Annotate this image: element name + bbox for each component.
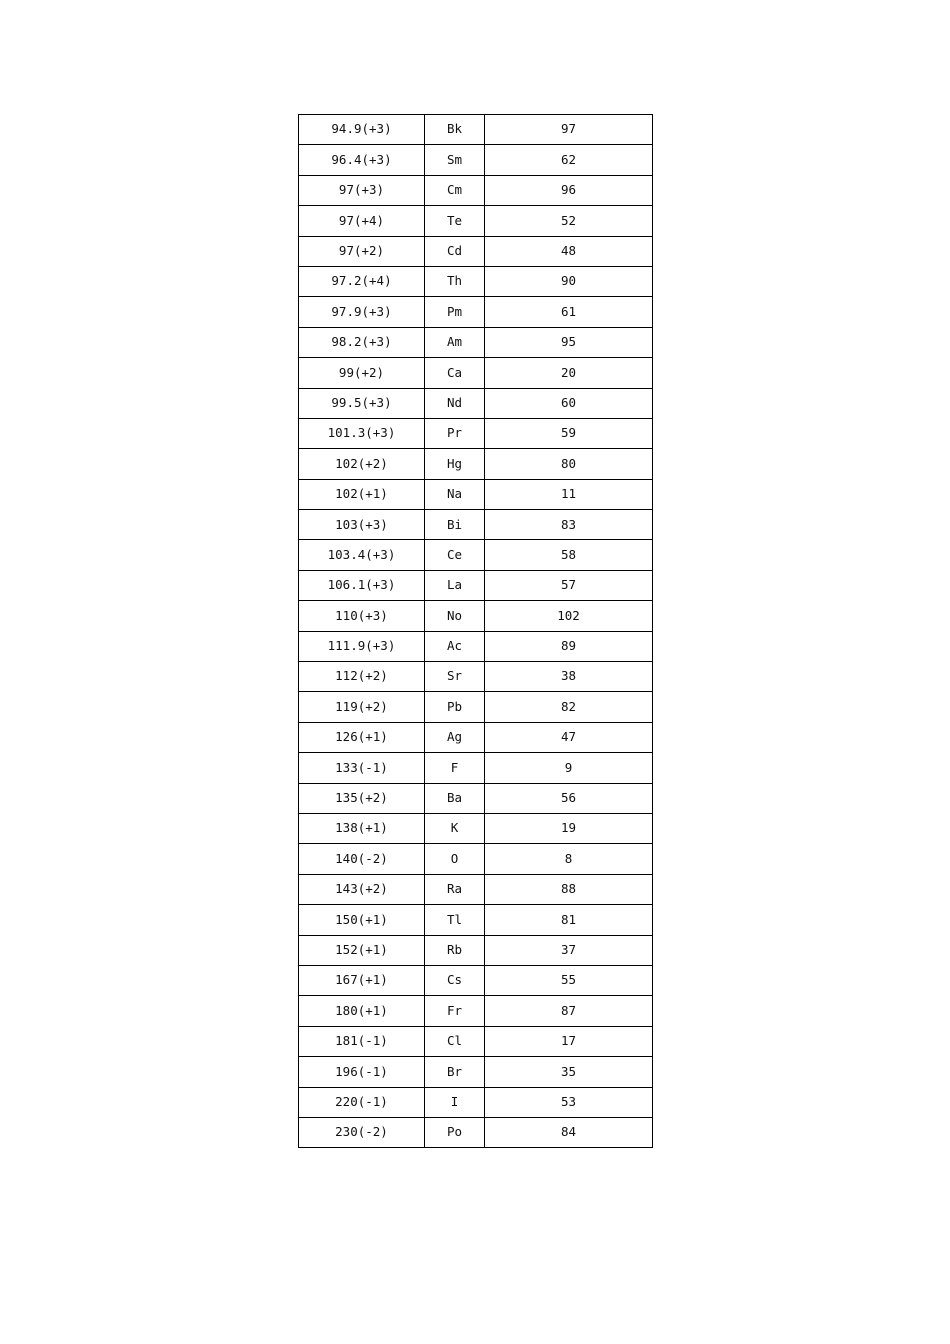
element-symbol-cell: Pb bbox=[425, 692, 485, 722]
radius-cell: 98.2(+3) bbox=[299, 327, 425, 357]
radius-cell: 167(+1) bbox=[299, 965, 425, 995]
element-symbol-cell: Cd bbox=[425, 236, 485, 266]
radius-cell: 96.4(+3) bbox=[299, 145, 425, 175]
table-row bbox=[299, 175, 653, 205]
radius-cell: 143(+2) bbox=[299, 874, 425, 904]
element-symbol-cell: Bk bbox=[425, 115, 485, 145]
atomic-number-cell: 57 bbox=[485, 570, 653, 600]
radius-cell: 126(+1) bbox=[299, 722, 425, 752]
element-symbol-cell: K bbox=[425, 813, 485, 843]
atomic-number-cell: 89 bbox=[485, 631, 653, 661]
element-symbol-cell: Tl bbox=[425, 905, 485, 935]
atomic-number-cell: 95 bbox=[485, 327, 653, 357]
radius-cell: 97(+2) bbox=[299, 236, 425, 266]
radius-cell: 99.5(+3) bbox=[299, 388, 425, 418]
element-symbol-cell: Nd bbox=[425, 388, 485, 418]
element-symbol-cell: Fr bbox=[425, 996, 485, 1026]
table-row bbox=[299, 905, 653, 935]
table-row bbox=[299, 996, 653, 1026]
atomic-number-cell: 35 bbox=[485, 1057, 653, 1087]
element-symbol-cell: Te bbox=[425, 206, 485, 236]
element-symbol-cell: Ac bbox=[425, 631, 485, 661]
table-row bbox=[299, 236, 653, 266]
radius-cell: 102(+1) bbox=[299, 479, 425, 509]
element-symbol-cell: Ag bbox=[425, 722, 485, 752]
element-symbol-cell: Hg bbox=[425, 449, 485, 479]
atomic-number-cell: 82 bbox=[485, 692, 653, 722]
atomic-number-cell: 52 bbox=[485, 206, 653, 236]
element-symbol-cell: I bbox=[425, 1087, 485, 1117]
table-row bbox=[299, 722, 653, 752]
table-row bbox=[299, 479, 653, 509]
atomic-number-cell: 102 bbox=[485, 601, 653, 631]
atomic-number-cell: 17 bbox=[485, 1026, 653, 1056]
table-row bbox=[299, 206, 653, 236]
radius-cell: 152(+1) bbox=[299, 935, 425, 965]
atomic-number-cell: 60 bbox=[485, 388, 653, 418]
table-row bbox=[299, 813, 653, 843]
atomic-number-cell: 97 bbox=[485, 115, 653, 145]
radius-cell: 181(-1) bbox=[299, 1026, 425, 1056]
radius-cell: 180(+1) bbox=[299, 996, 425, 1026]
atomic-number-cell: 84 bbox=[485, 1117, 653, 1147]
table-row bbox=[299, 297, 653, 327]
radius-cell: 110(+3) bbox=[299, 601, 425, 631]
radius-cell: 102(+2) bbox=[299, 449, 425, 479]
radius-cell: 97.2(+4) bbox=[299, 266, 425, 296]
atomic-number-cell: 9 bbox=[485, 753, 653, 783]
atomic-number-cell: 19 bbox=[485, 813, 653, 843]
radius-cell: 94.9(+3) bbox=[299, 115, 425, 145]
element-symbol-cell: Cl bbox=[425, 1026, 485, 1056]
element-symbol-cell: La bbox=[425, 570, 485, 600]
atomic-number-cell: 58 bbox=[485, 540, 653, 570]
element-symbol-cell: O bbox=[425, 844, 485, 874]
radius-cell: 150(+1) bbox=[299, 905, 425, 935]
atomic-number-cell: 81 bbox=[485, 905, 653, 935]
atomic-number-cell: 11 bbox=[485, 479, 653, 509]
atomic-number-cell: 20 bbox=[485, 358, 653, 388]
table-row bbox=[299, 266, 653, 296]
element-symbol-cell: Cs bbox=[425, 965, 485, 995]
element-symbol-cell: Sm bbox=[425, 145, 485, 175]
element-symbol-cell: Sr bbox=[425, 662, 485, 692]
element-symbol-cell: Th bbox=[425, 266, 485, 296]
atomic-number-cell: 62 bbox=[485, 145, 653, 175]
atomic-number-cell: 96 bbox=[485, 175, 653, 205]
radius-cell: 138(+1) bbox=[299, 813, 425, 843]
radius-cell: 97.9(+3) bbox=[299, 297, 425, 327]
table-row bbox=[299, 965, 653, 995]
radius-cell: 97(+4) bbox=[299, 206, 425, 236]
element-symbol-cell: Ca bbox=[425, 358, 485, 388]
radius-cell: 196(-1) bbox=[299, 1057, 425, 1087]
table-row bbox=[299, 327, 653, 357]
table-row bbox=[299, 662, 653, 692]
radius-cell: 106.1(+3) bbox=[299, 570, 425, 600]
table-row bbox=[299, 388, 653, 418]
atomic-number-cell: 38 bbox=[485, 662, 653, 692]
table-row bbox=[299, 510, 653, 540]
element-symbol-cell: No bbox=[425, 601, 485, 631]
element-symbol-cell: Rb bbox=[425, 935, 485, 965]
table-row bbox=[299, 783, 653, 813]
table-row bbox=[299, 1117, 653, 1147]
radius-cell: 230(-2) bbox=[299, 1117, 425, 1147]
atomic-number-cell: 59 bbox=[485, 418, 653, 448]
radius-cell: 103(+3) bbox=[299, 510, 425, 540]
table-row bbox=[299, 115, 653, 145]
radius-cell: 220(-1) bbox=[299, 1087, 425, 1117]
element-symbol-cell: Ra bbox=[425, 874, 485, 904]
table-row bbox=[299, 449, 653, 479]
table-row bbox=[299, 692, 653, 722]
atomic-number-cell: 90 bbox=[485, 266, 653, 296]
table-row bbox=[299, 418, 653, 448]
table-row bbox=[299, 1057, 653, 1087]
radius-cell: 133(-1) bbox=[299, 753, 425, 783]
table-row bbox=[299, 1087, 653, 1117]
atomic-number-cell: 61 bbox=[485, 297, 653, 327]
radius-cell: 135(+2) bbox=[299, 783, 425, 813]
element-symbol-cell: F bbox=[425, 753, 485, 783]
element-symbol-cell: Na bbox=[425, 479, 485, 509]
radius-cell: 112(+2) bbox=[299, 662, 425, 692]
table-row bbox=[299, 570, 653, 600]
element-symbol-cell: Cm bbox=[425, 175, 485, 205]
element-symbol-cell: Ba bbox=[425, 783, 485, 813]
atomic-number-cell: 8 bbox=[485, 844, 653, 874]
table-row bbox=[299, 145, 653, 175]
atomic-number-cell: 47 bbox=[485, 722, 653, 752]
table-row bbox=[299, 753, 653, 783]
radius-cell: 140(-2) bbox=[299, 844, 425, 874]
element-symbol-cell: Bi bbox=[425, 510, 485, 540]
element-symbol-cell: Pm bbox=[425, 297, 485, 327]
atomic-number-cell: 37 bbox=[485, 935, 653, 965]
radius-cell: 97(+3) bbox=[299, 175, 425, 205]
atomic-number-cell: 83 bbox=[485, 510, 653, 540]
table-row bbox=[299, 540, 653, 570]
element-symbol-cell: Br bbox=[425, 1057, 485, 1087]
atomic-number-cell: 56 bbox=[485, 783, 653, 813]
atomic-number-cell: 53 bbox=[485, 1087, 653, 1117]
atomic-number-cell: 55 bbox=[485, 965, 653, 995]
table-row bbox=[299, 844, 653, 874]
radius-cell: 111.9(+3) bbox=[299, 631, 425, 661]
element-symbol-cell: Po bbox=[425, 1117, 485, 1147]
atomic-number-cell: 48 bbox=[485, 236, 653, 266]
element-symbol-cell: Ce bbox=[425, 540, 485, 570]
element-symbol-cell: Pr bbox=[425, 418, 485, 448]
radius-cell: 103.4(+3) bbox=[299, 540, 425, 570]
table-row bbox=[299, 358, 653, 388]
table-row bbox=[299, 1026, 653, 1056]
radius-cell: 101.3(+3) bbox=[299, 418, 425, 448]
table-row bbox=[299, 601, 653, 631]
radius-cell: 99(+2) bbox=[299, 358, 425, 388]
table-row bbox=[299, 631, 653, 661]
table-row bbox=[299, 935, 653, 965]
atomic-number-cell: 88 bbox=[485, 874, 653, 904]
ionic-radius-table bbox=[298, 114, 653, 1148]
atomic-number-cell: 80 bbox=[485, 449, 653, 479]
atomic-number-cell: 87 bbox=[485, 996, 653, 1026]
table-body bbox=[299, 115, 653, 1148]
element-symbol-cell: Am bbox=[425, 327, 485, 357]
table-row bbox=[299, 874, 653, 904]
radius-cell: 119(+2) bbox=[299, 692, 425, 722]
